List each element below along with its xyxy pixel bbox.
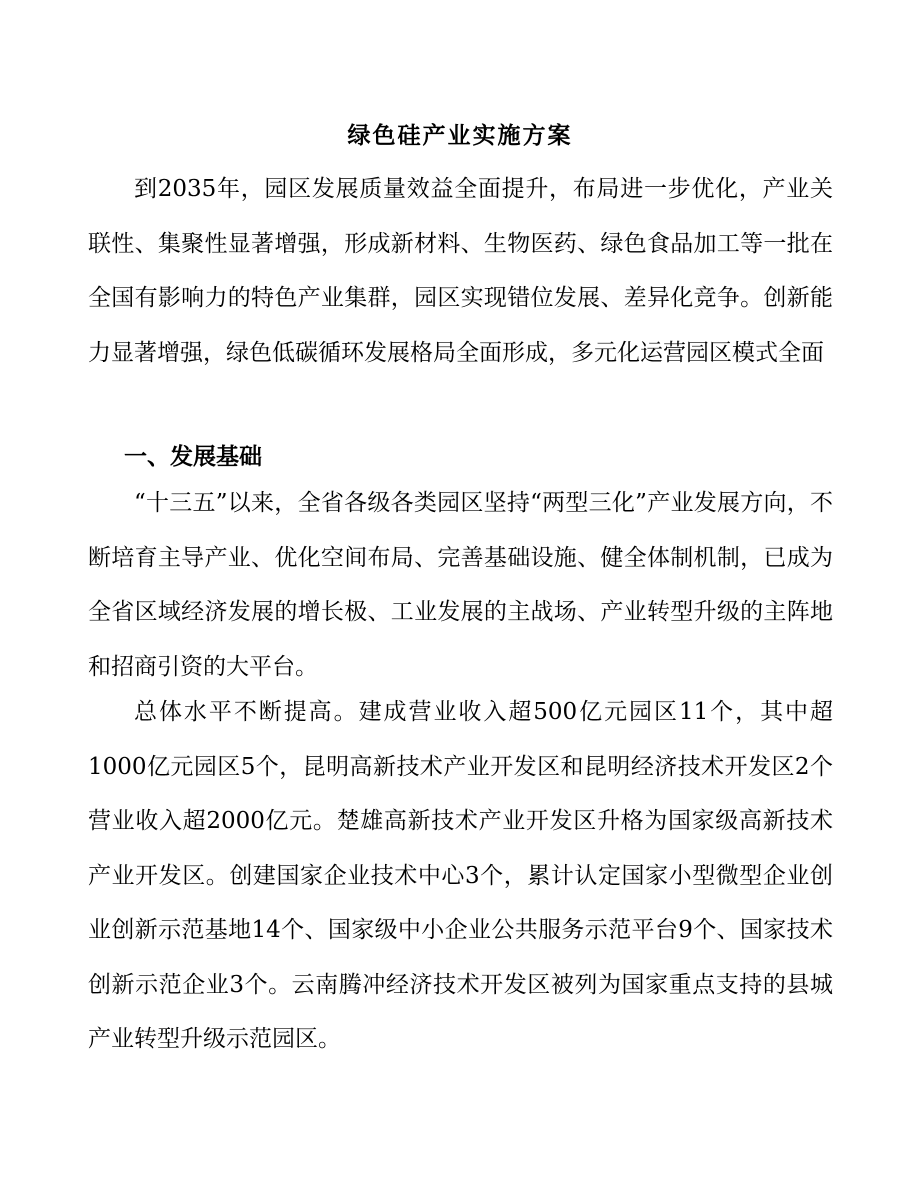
intro-paragraph: 到2035年，园区发展质量效益全面提升，布局进一步优化，产业关联性、集聚性显著增强，形成新材料、生物医药、绿色食品加工等一批在全国有影响力的特色产业集群，园区实现错位发展、差异化竞争。创新能力显著增强，绿色低碳循环发展格局全面形成，多元化运营园区模式全面 [88,176,833,366]
section-heading-development-foundation: 一、发展基础 [124,443,262,470]
document-title: 绿色硅产业实施方案 [347,122,573,149]
section-paragraph-1: “十三五”以来，全省各级各类园区坚持“两型三化”产业发展方向，不断培育主导产业、优化空间布局、完善基础设施、健全体制机制，已成为全省区域经济发展的增长极、工业发展的主战场、产业转型升级的主阵地和招商引资的大平台。 [88,490,833,680]
section-paragraph-2: 总体水平不断提高。建成营业收入超500亿元园区11个，其中超1000亿元园区5个，昆明高新技术产业开发区和昆明经济技术开发区2个营业收入超2000亿元。楚雄高新技术产业开发区升格为国家级高新技术产业开发区。创建国家企业技术中心3个，累计认定国家小型微型企业创业创新示范基地14个、国家级中小企业公共服务示范平台9个、国家技术创新示范企业3个。云南腾冲经济技术开发区被列为国家重点支持的县城产业转型升级示范园区。 [88,699,833,1052]
